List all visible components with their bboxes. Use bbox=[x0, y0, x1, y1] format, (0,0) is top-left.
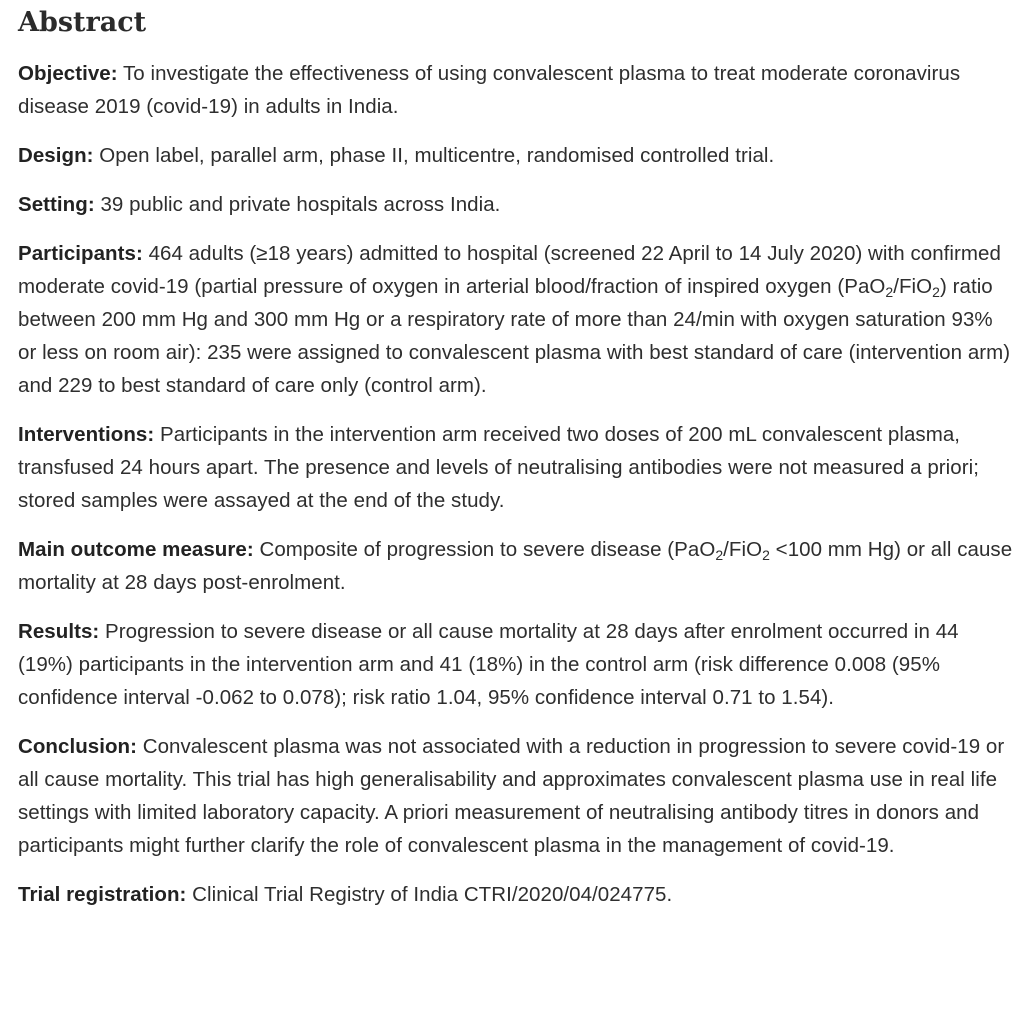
design-label: Design: bbox=[18, 144, 94, 167]
interventions-text: Participants in the intervention arm received two doses of 200 mL convalescent plasma, transfused 24 hours apart. The presence and levels of neutralising antibodies were not measured a priori; stored samples were assayed at the end of the study. bbox=[18, 423, 979, 512]
main-outcome-text-part-1: Composite of progression to severe disease (PaO bbox=[253, 538, 716, 561]
main-outcome-label: Main outcome measure: bbox=[18, 538, 254, 561]
results-label: Results: bbox=[18, 620, 100, 643]
results-text: Progression to severe disease or all cause mortality at 28 days after enrolment occurred in 44 (19%) participants in the intervention arm and 41 (18%) in the control arm (risk difference 0.008 (95% confidence interval -0.062 to 0.078); risk ratio 1.04, 95% confidence interval 0.71 to 1.54). bbox=[18, 620, 959, 709]
main-outcome-text-part-3: <100 mm Hg) or all cause mortality at 28 days post-enrolment. bbox=[18, 538, 1013, 594]
abstract-heading: Abstract bbox=[18, 7, 147, 38]
main-outcome-subscript-1: 2 bbox=[715, 547, 724, 563]
participants-label: Participants: bbox=[18, 242, 143, 265]
conclusion-text: Convalescent plasma was not associated with a reduction in progression to severe covid-19 or all cause mortality. This trial has high generalisability and approximates convalescent plasma use in real life settings with limited laboratory capacity. A priori measurement of neutralising antibody titres in donors and participants might further clarify the role of convalescent plasma in the management of covid-19. bbox=[18, 735, 1005, 857]
design-text: Open label, parallel arm, phase II, multicentre, randomised controlled trial. bbox=[93, 144, 775, 167]
trial-registration-paragraph bbox=[18, 878, 1014, 911]
participants-subscript-1: 2 bbox=[885, 284, 894, 300]
trial-registration-label: Trial registration: bbox=[18, 883, 187, 906]
conclusion-label: Conclusion: bbox=[18, 735, 137, 758]
design-paragraph bbox=[18, 139, 1014, 172]
participants-text-part-3: ) ratio between 200 mm Hg and 300 mm Hg or a respiratory rate of more than 24/min with oxygen saturation 93% or less on room air): 235 were assigned to convalescent plasma with best standard of care (intervention arm) and 229 to best standard of care only (control arm). bbox=[18, 275, 1011, 397]
results-paragraph bbox=[18, 615, 1014, 714]
setting-label: Setting: bbox=[18, 193, 95, 216]
interventions-paragraph bbox=[18, 418, 1014, 517]
objective-paragraph bbox=[18, 57, 1014, 123]
abstract-section bbox=[18, 6, 1014, 927]
main-outcome-text-part-2: /FiO bbox=[723, 538, 763, 561]
main-outcome-paragraph bbox=[18, 533, 1014, 599]
setting-paragraph bbox=[18, 188, 1014, 221]
participants-text-part-2: /FiO bbox=[893, 275, 933, 298]
conclusion-paragraph bbox=[18, 730, 1014, 862]
trial-registration-text: Clinical Trial Registry of India CTRI/2020/04/024775. bbox=[186, 883, 673, 906]
main-outcome-subscript-2: 2 bbox=[762, 547, 770, 563]
participants-subscript-2: 2 bbox=[932, 284, 940, 300]
interventions-label: Interventions: bbox=[18, 423, 155, 446]
participants-paragraph bbox=[18, 237, 1014, 402]
objective-label: Objective: bbox=[18, 62, 118, 85]
participants-text-part-1: 464 adults (≥18 years) admitted to hospital (screened 22 April to 14 July 2020) with confirmed moderate covid-19 (partial pressure of oxygen in arterial blood/fraction of inspired oxygen (PaO bbox=[18, 242, 1001, 298]
objective-text: To investigate the effectiveness of using convalescent plasma to treat moderate coronavirus disease 2019 (covid-19) in adults in India. bbox=[18, 62, 961, 118]
setting-text: 39 public and private hospitals across India. bbox=[94, 193, 501, 216]
